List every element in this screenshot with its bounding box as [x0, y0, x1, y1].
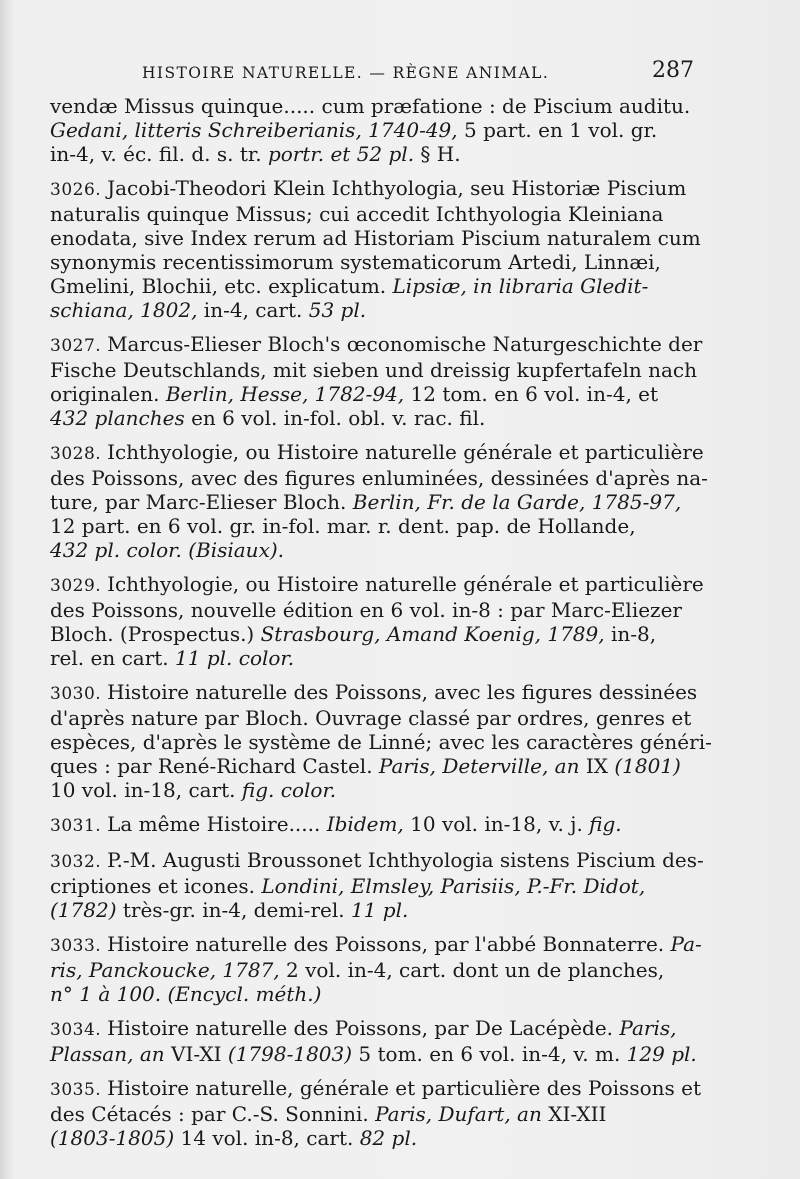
entry-text: in-8, [604, 622, 657, 646]
entry-text: en 6 vol. in-fol. obl. v. rac. fil. [184, 406, 486, 430]
entry-number: 3029. [50, 576, 108, 596]
page-number: 287 [652, 58, 694, 83]
catalogue-entry-3027 [50, 332, 703, 430]
entry-text: 10 vol. in-18, v. j. [403, 812, 590, 836]
entry-text: des Poissons, avec des figures enluminées, dessinées d'après na- [50, 466, 708, 490]
entry-italic-text: Paris, [619, 1016, 677, 1040]
catalogue-entry-3026 [50, 176, 700, 322]
entry-line [50, 706, 700, 730]
entry-line [50, 622, 700, 646]
catalogue-entry-3030 [50, 680, 712, 802]
entry-text: 12 tom. en 6 vol. in-4, et [404, 382, 659, 406]
entry-text: originalen. [50, 382, 166, 406]
entry-text: vendæ Missus quinque..... cum præfatione : de Piscium auditu. [50, 94, 691, 118]
catalogue-entry-3034 [50, 1016, 700, 1066]
running-title: HISTOIRE NATURELLE. — RÈGNE ANIMAL. [142, 64, 550, 82]
catalogue-entry-3035 [50, 1076, 700, 1150]
entry-line [50, 490, 700, 514]
entry-line [50, 440, 704, 466]
entry-line [50, 572, 704, 598]
entry-text: ture, par Marc-Elieser Bloch. [50, 490, 353, 514]
catalogue-entry-3028 [50, 440, 708, 562]
entry-line [50, 274, 700, 298]
entry-text: in-4, v. éc. fil. d. s. tr. [50, 142, 268, 166]
entry-line [50, 358, 700, 382]
entry-text: P.-M. Augusti Broussonet Ichthyologia sistens Piscium des- [107, 848, 704, 872]
entry-text: des Cétacés : par C.-S. Sonnini. [50, 1102, 376, 1126]
entry-line [50, 958, 700, 982]
page-header [142, 58, 694, 88]
entry-text: criptiones et icones. [50, 874, 262, 898]
entry-italic-text: Berlin, Fr. de la Garde, 1785-97, [352, 490, 682, 514]
catalogue-entry-3033 [50, 932, 700, 1006]
entry-line [50, 118, 700, 142]
entry-text: 2 vol. in-4, cart. dont un de planches, [279, 958, 665, 982]
entry-text: naturalis quinque Missus; cui accedit Ichthyologia Kleiniana [50, 202, 664, 226]
entry-text: des Poissons, nouvelle édition en 6 vol. in-8 : par Marc-Eliezer [50, 598, 682, 622]
entry-text: in-4, cart. [197, 298, 309, 322]
entry-italic-text: Strasbourg, Amand Koenig, 1789, [260, 622, 605, 646]
entry-line [50, 874, 700, 898]
entry-line [50, 730, 712, 754]
entry-text: 12 part. en 6 vol. gr. in-fol. mar. r. dent. pap. de Hollande, [50, 514, 636, 538]
entry-italic-text: 11 pl. color. [175, 646, 295, 670]
entry-italic-text: ris, Panckoucke, 1787, [50, 958, 280, 982]
catalogue-entry-3031 [50, 812, 700, 838]
entry-number: 3033. [50, 936, 108, 956]
entry-continuation [50, 94, 700, 166]
entry-line [50, 1076, 700, 1102]
entry-line [50, 1016, 700, 1042]
entry-text: ques : par René-Richard Castel. [50, 754, 379, 778]
entry-line [50, 298, 700, 322]
entry-line [50, 226, 700, 250]
entry-italic-text: 129 pl. [626, 1042, 697, 1066]
entry-line [50, 94, 700, 118]
entry-italic-text: Paris, Deterville, an [378, 754, 580, 778]
entry-italic-text: Gedani, litteris Schreiberianis, 1740-49, [50, 118, 458, 142]
entry-line [50, 538, 700, 562]
entry-italic-text: Londini, Elmsley, Parisiis, P.-Fr. Didot, [261, 874, 646, 898]
entry-italic-text: 432 planches [50, 406, 185, 430]
entry-line [50, 142, 700, 166]
entry-italic-text: 11 pl. [350, 898, 409, 922]
entry-line [50, 848, 704, 874]
entry-italic-text: 82 pl. [359, 1126, 418, 1150]
entry-text: enodata, sive Index rerum ad Historiam Piscium naturalem cum [50, 226, 701, 250]
entry-line [50, 332, 703, 358]
entry-italic-text: Lipsiæ, in libraria Gledit- [392, 274, 649, 298]
entry-text: 5 part. en 1 vol. gr. [457, 118, 658, 142]
entry-text: très-gr. in-4, demi-rel. [116, 898, 351, 922]
entry-line [50, 982, 700, 1006]
entry-number: 3027. [50, 336, 108, 356]
entry-text: Gmelini, Blochii, etc. explicatum. [50, 274, 393, 298]
catalogue-body [50, 94, 712, 1160]
entry-line [50, 1042, 700, 1066]
entry-number: 3034. [50, 1020, 108, 1040]
entry-italic-text: Paris, Dufart, an [375, 1102, 542, 1126]
entry-italic-text: (1801) [614, 754, 681, 778]
entry-text: Ichthyologie, ou Histoire naturelle générale et particulière [107, 572, 704, 596]
entry-text: Fische Deutschlands, mit sieben und dreissig kupfertafeln nach [50, 358, 697, 382]
entry-italic-text: (1798-1803) [227, 1042, 353, 1066]
entry-number: 3031. [50, 816, 108, 836]
entry-text: d'après nature par Bloch. Ouvrage classé par ordres, genres et [50, 706, 692, 730]
entry-line [50, 778, 700, 802]
entry-text: VI-XI [164, 1042, 228, 1066]
entry-text: Jacobi-Theodori Klein Ichthyologia, seu Historiæ Piscium [107, 176, 687, 200]
entry-line [50, 250, 700, 274]
entry-italic-text: Berlin, Hesse, 1782-94, [165, 382, 405, 406]
entry-text: Histoire naturelle, générale et particulière des Poissons et [107, 1076, 702, 1100]
entry-text: La même Histoire..... [107, 812, 327, 836]
entry-text: Histoire naturelle des Poissons, par l'abbé Bonnaterre. [107, 932, 671, 956]
entry-italic-text: fig. color. [241, 778, 337, 802]
entry-line [50, 932, 700, 958]
entry-text: XI-XII [541, 1102, 607, 1126]
entry-italic-text: (1782) [50, 898, 117, 922]
entry-italic-text: Pa- [670, 932, 702, 956]
entry-text: IX [579, 754, 615, 778]
entry-text: rel. en cart. [50, 646, 176, 670]
entry-text: 14 vol. in-8, cart. [174, 1126, 360, 1150]
entry-italic-text: fig. [589, 812, 622, 836]
entry-text: § H. [414, 142, 461, 166]
entry-number: 3035. [50, 1080, 108, 1100]
entry-italic-text: Ibidem, [326, 812, 404, 836]
entry-number: 3032. [50, 852, 108, 872]
entry-line [50, 754, 700, 778]
entry-number: 3028. [50, 444, 108, 464]
catalogue-entry-3032 [50, 848, 704, 922]
entry-line [50, 598, 700, 622]
entry-text: Marcus-Elieser Bloch's œconomische Naturgeschichte der [107, 332, 703, 356]
entry-text: espèces, d'après le système de Linné; avec les caractères généri- [50, 730, 712, 754]
entry-text: Histoire naturelle des Poissons, par De Lacépède. [107, 1016, 620, 1040]
entry-text: Ichthyologie, ou Histoire naturelle générale et particulière [107, 440, 704, 464]
entry-line [50, 466, 708, 490]
entry-text: Histoire naturelle des Poissons, avec les figures dessinées [107, 680, 698, 704]
entry-line [50, 812, 700, 838]
entry-text: Bloch. (Prospectus.) [50, 622, 261, 646]
entry-italic-text: 53 pl. [308, 298, 367, 322]
entry-line [50, 1126, 700, 1150]
entry-italic-text: portr. et 52 pl. [267, 142, 415, 166]
entry-number: 3030. [50, 684, 108, 704]
catalogue-entry-3029 [50, 572, 704, 670]
entry-italic-text: (1803-1805) [50, 1126, 175, 1150]
entry-italic-text: 432 pl. color. (Bisiaux). [50, 538, 285, 562]
entry-line [50, 898, 700, 922]
entry-text: 10 vol. in-18, cart. [50, 778, 242, 802]
entry-text: synonymis recentissimorum systematicorum Artedi, Linnæi, [50, 250, 661, 274]
entry-text: 5 tom. en 6 vol. in-4, v. m. [352, 1042, 627, 1066]
entry-line [50, 646, 700, 670]
entry-number: 3026. [50, 180, 108, 200]
entry-italic-text: schiana, 1802, [50, 298, 198, 322]
entry-line [50, 1102, 700, 1126]
entry-line [50, 202, 700, 226]
entry-line [50, 514, 700, 538]
entry-line [50, 680, 700, 706]
entry-line [50, 406, 700, 430]
entry-line [50, 176, 700, 202]
entry-line [50, 382, 700, 406]
entry-italic-text: n° 1 à 100. (Encycl. méth.) [50, 982, 322, 1006]
entry-italic-text: Plassan, an [50, 1042, 165, 1066]
